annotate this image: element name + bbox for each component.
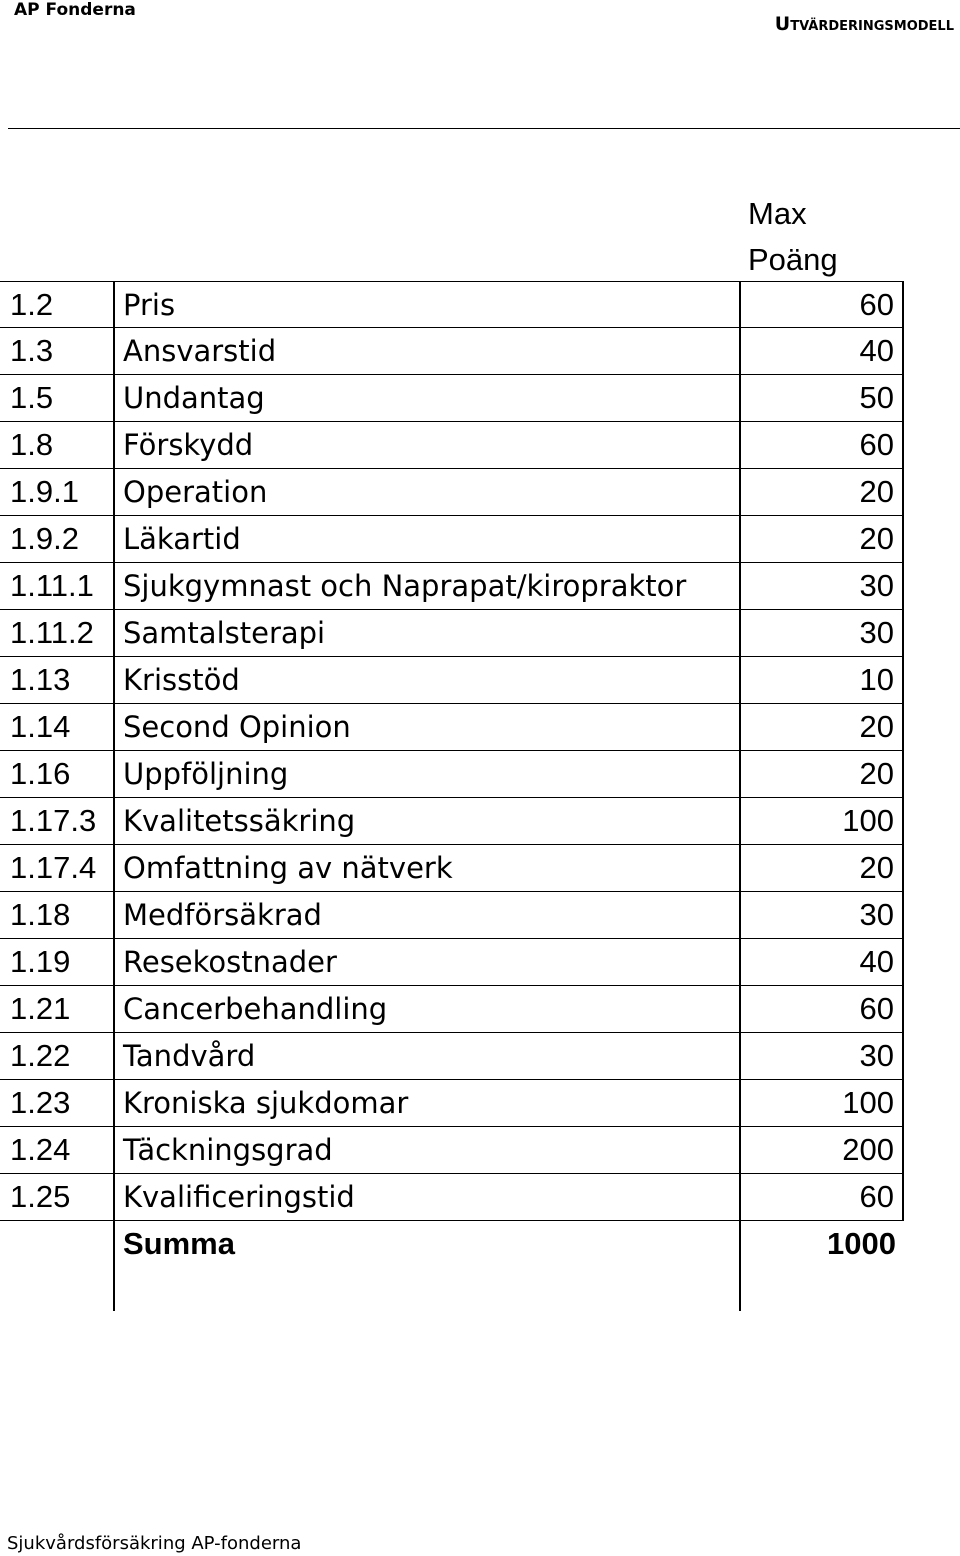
row-max-points: 20 bbox=[739, 845, 904, 891]
header-organization: AP Fonderna bbox=[14, 0, 136, 20]
row-max-points: 60 bbox=[739, 282, 904, 327]
row-number: 1.2 bbox=[10, 287, 54, 322]
table-row bbox=[0, 986, 904, 1033]
row-number: 1.23 bbox=[10, 1085, 71, 1120]
row-number: 1.3 bbox=[10, 333, 54, 368]
table-row bbox=[0, 516, 904, 563]
row-criterion: Förskydd bbox=[113, 422, 739, 468]
row-max-points: 50 bbox=[739, 375, 904, 421]
table-row bbox=[0, 704, 904, 751]
row-number: 1.17.4 bbox=[10, 850, 97, 885]
row-number: 1.11.2 bbox=[10, 615, 94, 650]
row-criterion: Cancerbehandling bbox=[113, 986, 739, 1032]
row-number: 1.5 bbox=[10, 380, 54, 415]
header-document-title: Utvärderingsmodell bbox=[774, 13, 954, 35]
row-criterion: Sjukgymnast och Naprapat/kiropraktor bbox=[113, 563, 739, 609]
row-max-points: 20 bbox=[739, 751, 904, 797]
max-points-column-header bbox=[748, 191, 838, 283]
row-max-points: 60 bbox=[739, 986, 904, 1032]
header-divider bbox=[8, 128, 960, 129]
row-criterion: Läkartid bbox=[113, 516, 739, 562]
row-criterion: Ansvarstid bbox=[113, 328, 739, 374]
table-row bbox=[0, 892, 904, 939]
row-criterion: Resekostnader bbox=[113, 939, 739, 985]
row-max-points: 40 bbox=[739, 328, 904, 374]
row-criterion: Samtalsterapi bbox=[113, 610, 739, 656]
row-criterion: Tandvård bbox=[113, 1033, 739, 1079]
row-criterion: Kroniska sjukdomar bbox=[113, 1080, 739, 1126]
row-criterion: Krisstöd bbox=[113, 657, 739, 703]
table-row bbox=[0, 845, 904, 892]
row-criterion: Kvalificeringstid bbox=[113, 1174, 739, 1220]
total-row bbox=[0, 1221, 904, 1311]
page-footer: Sjukvårdsförsäkring AP-fonderna bbox=[7, 1533, 302, 1554]
row-max-points: 20 bbox=[739, 704, 904, 750]
total-label: Summa bbox=[113, 1221, 739, 1311]
row-max-points: 30 bbox=[739, 1033, 904, 1079]
table-row bbox=[0, 657, 904, 704]
row-criterion: Medförsäkrad bbox=[113, 892, 739, 938]
row-max-points: 60 bbox=[739, 422, 904, 468]
row-number: 1.24 bbox=[10, 1132, 71, 1167]
row-number: 1.8 bbox=[10, 427, 54, 462]
row-number: 1.25 bbox=[10, 1179, 71, 1214]
table-row bbox=[0, 939, 904, 986]
row-number: 1.17.3 bbox=[10, 803, 97, 838]
row-max-points: 200 bbox=[739, 1127, 904, 1173]
table-row bbox=[0, 1080, 904, 1127]
row-criterion: Undantag bbox=[113, 375, 739, 421]
row-number: 1.9.1 bbox=[10, 474, 79, 509]
row-max-points: 30 bbox=[739, 610, 904, 656]
max-points-header-line2: Poäng bbox=[748, 242, 838, 277]
row-number: 1.14 bbox=[10, 709, 71, 744]
row-criterion: Kvalitetssäkring bbox=[113, 798, 739, 844]
total-row-number-empty bbox=[0, 1221, 113, 1311]
total-points: 1000 bbox=[739, 1221, 904, 1311]
row-criterion: Pris bbox=[113, 282, 739, 327]
row-number: 1.16 bbox=[10, 756, 71, 791]
row-max-points: 30 bbox=[739, 563, 904, 609]
table-row bbox=[0, 610, 904, 657]
table-row bbox=[0, 798, 904, 845]
row-max-points: 40 bbox=[739, 939, 904, 985]
row-criterion: Omfattning av nätverk bbox=[113, 845, 739, 891]
table-row bbox=[0, 375, 904, 422]
table-row bbox=[0, 469, 904, 516]
row-number: 1.9.2 bbox=[10, 521, 79, 556]
row-criterion: Second Opinion bbox=[113, 704, 739, 750]
table-row bbox=[0, 1174, 904, 1221]
row-number: 1.22 bbox=[10, 1038, 71, 1073]
table-row bbox=[0, 1127, 904, 1174]
row-criterion: Uppföljning bbox=[113, 751, 739, 797]
table-row bbox=[0, 422, 904, 469]
max-points-header-line1: Max bbox=[748, 196, 807, 231]
row-max-points: 20 bbox=[739, 516, 904, 562]
table-row bbox=[0, 281, 904, 328]
row-max-points: 30 bbox=[739, 892, 904, 938]
row-criterion: Täckningsgrad bbox=[113, 1127, 739, 1173]
table-row bbox=[0, 751, 904, 798]
row-number: 1.13 bbox=[10, 662, 71, 697]
row-criterion: Operation bbox=[113, 469, 739, 515]
row-number: 1.18 bbox=[10, 897, 71, 932]
table-row bbox=[0, 563, 904, 610]
row-max-points: 100 bbox=[739, 798, 904, 844]
row-max-points: 10 bbox=[739, 657, 904, 703]
row-number: 1.21 bbox=[10, 991, 71, 1026]
evaluation-table bbox=[0, 281, 904, 1311]
row-max-points: 20 bbox=[739, 469, 904, 515]
row-number: 1.11.1 bbox=[10, 568, 94, 603]
table-row bbox=[0, 328, 904, 375]
row-number: 1.19 bbox=[10, 944, 71, 979]
table-row bbox=[0, 1033, 904, 1080]
row-max-points: 60 bbox=[739, 1174, 904, 1220]
row-max-points: 100 bbox=[739, 1080, 904, 1126]
